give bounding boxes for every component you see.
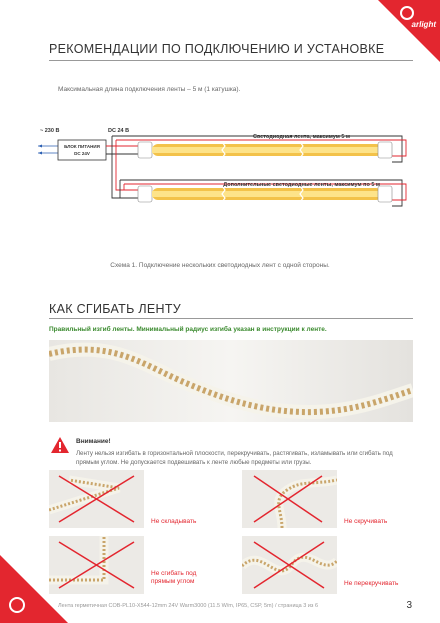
dc-voltage-label: DC 24 В <box>108 128 130 134</box>
photo-label-twist: Не скручивать <box>344 518 388 525</box>
section-title-bending: КАК СГИБАТЬ ЛЕНТУ <box>49 302 181 316</box>
photo-do-not-twist <box>242 470 337 528</box>
power-supply-box <box>58 140 106 160</box>
warning-text: Ленту нельзя изгибать в горизонтальной плоскости, перекручивать, растягивать, изламывать или сгибать под прямым углом. Не допускается подвешивать к ленте любые предметы или грузы. <box>76 450 393 466</box>
photo-label-right-angle: Не сгибать под прямым углом <box>151 570 197 585</box>
psu-label-line1: БЛОК ПИТАНИЯ <box>64 144 100 149</box>
led-strip-2 <box>138 186 392 202</box>
photo-label-overtwist: Не перекручивать <box>344 580 399 587</box>
wiring-diagram <box>0 118 440 238</box>
section-divider <box>49 318 413 319</box>
psu-label-line2: DC 24V <box>74 151 90 156</box>
section-title-connection: РЕКОМЕНДАЦИИ ПО ПОДКЛЮЧЕНИЮ И УСТАНОВКЕ <box>49 42 385 56</box>
strip2-label: Дополнительные светодиодные ленты, максимум по 5 м <box>223 182 380 188</box>
correct-bend-note: Правильный изгиб ленты. Минимальный радиус изгиба указан в инструкции к ленте. <box>49 326 327 333</box>
photo-do-not-fold <box>49 470 144 528</box>
folded-strip-illustration <box>49 470 144 528</box>
warning-icon <box>50 436 70 454</box>
twisted-strip-illustration <box>242 470 337 528</box>
mains-voltage-label: ~ 230 В <box>40 128 60 134</box>
correct-bend-photo <box>49 340 413 422</box>
overtwisted-strip-illustration <box>242 536 337 594</box>
brand-logo-text: arlight <box>411 20 436 29</box>
led-strip-1 <box>138 142 392 158</box>
section-divider <box>49 60 413 61</box>
photo-label-fold: Не складывать <box>151 518 197 525</box>
mains-input-arrows <box>38 145 58 155</box>
footer-product-info: Лента герметичная COB-PL10-X544-12mm 24V Warm3000 (11.5 W/m, IP65, CSP, 5m) / страница 3 из 6 <box>58 603 319 609</box>
photo-do-not-overtwist <box>242 536 337 594</box>
warning-title: Внимание! <box>76 438 111 445</box>
arlight-logo-icon <box>400 6 414 20</box>
page-number: 3 <box>406 600 412 611</box>
strip1-label: Светодиодная лента, максимум 5 м <box>253 134 350 140</box>
max-length-note: Максимальная длина подключения ленты – 5 м (1 катушка). <box>58 86 241 93</box>
diagram-caption: Схема 1. Подключение нескольких светодиодных лент с одной стороны. <box>110 262 330 269</box>
brand-corner-bottom <box>0 555 68 623</box>
arlight-logo-icon <box>9 597 25 613</box>
